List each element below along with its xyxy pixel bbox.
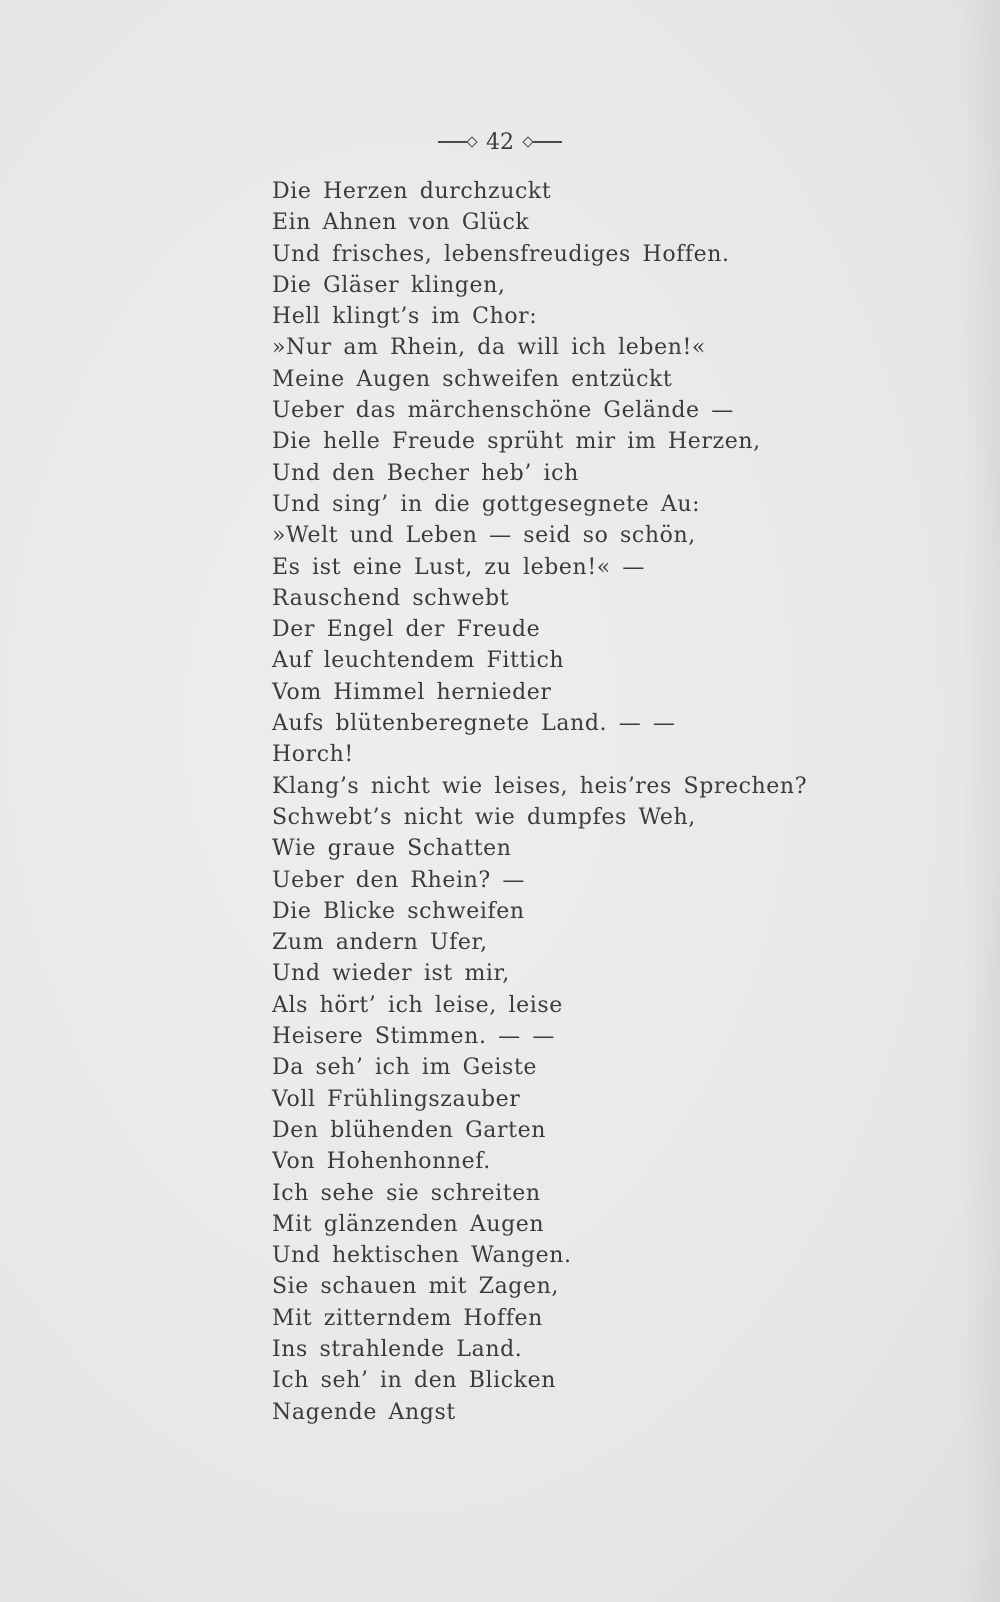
left-arrow-ornament xyxy=(438,141,472,143)
poem-line: »Nur am Rhein, da will ich leben!« xyxy=(272,335,706,361)
poem-line: Mit glänzenden Augen xyxy=(272,1211,545,1237)
poem-line: Als hört’ ich leise, leise xyxy=(272,992,563,1018)
poem-line: Vom Himmel hernieder xyxy=(272,679,552,705)
poem-line: Ueber den Rhein? — xyxy=(272,867,525,893)
poem-line: Die Gläser klingen, xyxy=(272,272,506,298)
poem-line: Und hektischen Wangen. xyxy=(272,1243,572,1269)
poem-line: Klang’s nicht wie leises, heis’res Sprechen? xyxy=(272,773,808,799)
poem-line: Ein Ahnen von Glück xyxy=(272,210,530,236)
poem-line: Ich sehe sie schreiten xyxy=(272,1180,541,1206)
page-edge-shadow xyxy=(960,0,1000,1602)
poem-line: Sie schauen mit Zagen, xyxy=(272,1274,559,1300)
poem-line: Heisere Stimmen. — — xyxy=(272,1024,555,1050)
poem-line: Und wieder ist mir, xyxy=(272,961,510,987)
poem-line: Wie graue Schatten xyxy=(272,836,512,862)
poem-line: Die Blicke schweifen xyxy=(272,898,525,924)
poem-line: Die Herzen durchzuckt xyxy=(272,179,552,204)
poem-line: Mit zitterndem Hoffen xyxy=(272,1305,543,1331)
poem-line: Hell klingt’s im Chor: xyxy=(272,304,538,330)
poem-line: Von Hohenhonnef. xyxy=(272,1149,491,1175)
poem-line: Der Engel der Freude xyxy=(272,617,541,643)
poem-line: Auf leuchtendem Fittich xyxy=(272,648,565,674)
page-header xyxy=(0,122,1000,162)
poem-line: Es ist eine Lust, zu leben!« — xyxy=(272,554,646,580)
poem-text xyxy=(272,176,832,1428)
poem-line: Den blühenden Garten xyxy=(272,1117,546,1143)
poem-line: Da seh’ ich im Geiste xyxy=(272,1055,538,1081)
poem-line: »Welt und Leben — seid so schön, xyxy=(272,523,696,549)
poem-line: Zum andern Ufer, xyxy=(272,930,488,956)
poem-line: Ich seh’ in den Blicken xyxy=(272,1368,556,1394)
poem-line: Nagende Angst xyxy=(272,1399,456,1425)
poem-line: Und sing’ in die gottgesegnete Au: xyxy=(272,491,701,517)
poem-line: Voll Frühlingszauber xyxy=(272,1086,521,1112)
poem-line: Meine Augen schweifen entzückt xyxy=(272,366,673,392)
poem-line: Horch! xyxy=(272,742,354,768)
page-number: 42 xyxy=(486,129,514,155)
poem-line: Ins strahlende Land. xyxy=(272,1336,523,1362)
poem-line: Ueber das märchenschöne Gelände — xyxy=(272,398,734,424)
poem-line: Und frisches, lebensfreudiges Hoffen. xyxy=(272,241,730,267)
poem-line: Und den Becher heb’ ich xyxy=(272,460,579,486)
poem-line: Aufs blütenberegnete Land. — — xyxy=(272,711,676,737)
poem-line: Rauschend schwebt xyxy=(272,585,510,611)
right-arrow-ornament xyxy=(528,141,562,143)
poem-line: Schwebt’s nicht wie dumpfes Weh, xyxy=(272,804,696,830)
poem-line: Die helle Freude sprüht mir im Herzen, xyxy=(272,429,761,455)
